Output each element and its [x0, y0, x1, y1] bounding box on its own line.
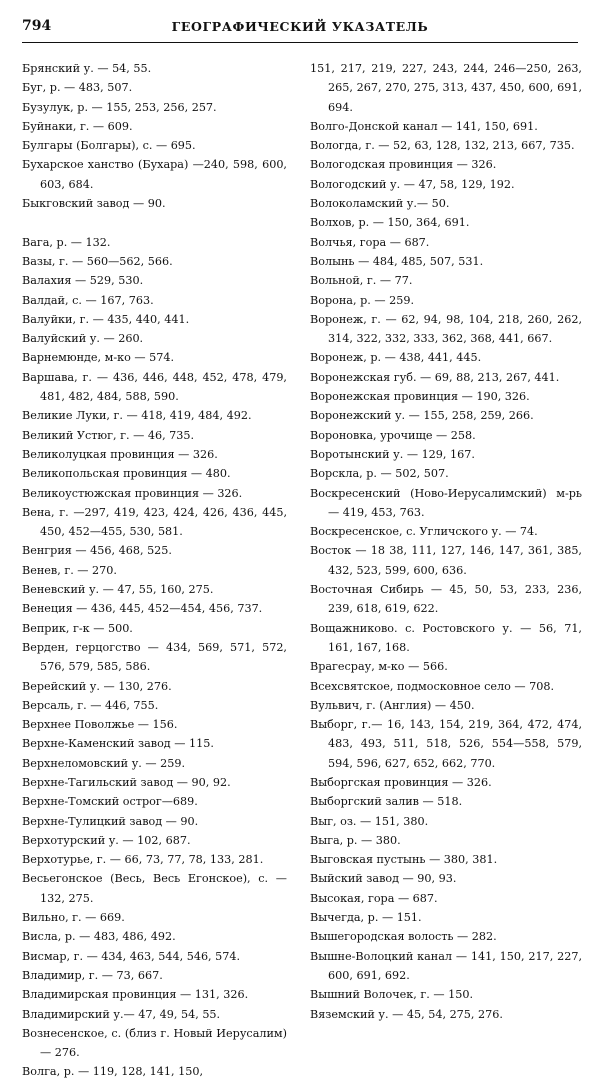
index-entry: Восток — 18 38, 111, 127, 146, 147, 361, 385, 432, 523, 599, 600, 636. — [310, 544, 582, 577]
index-entry: Всехсвятское, подмосковное село — 708. — [310, 679, 555, 693]
index-entry: Выга, р. — 380. — [310, 833, 401, 847]
index-entry: Вышний Волочек, г. — 150. — [310, 988, 473, 1002]
index-entry: Висла, р. — 483, 486, 492. — [22, 930, 176, 944]
index-entry: Восточная Сибирь — 45, 50, 53, 233, 236, 239, 618, 619, 622. — [310, 583, 582, 616]
index-entry: Вага, р. — 132. — [22, 235, 111, 249]
index-entry: Бузулук, р. — 155, 253, 256, 257. — [22, 100, 217, 114]
index-entry: Воротынский у. — 129, 167. — [310, 447, 475, 461]
index-entry: Волхов, р. — 150, 364, 691. — [310, 216, 470, 230]
index-entry: Буг, р. — 483, 507. — [22, 81, 133, 95]
index-entry: Волга, р. — 119, 128, 141, 150, — [22, 1065, 204, 1079]
index-entry: Выговская пустынь — 380, 381. — [310, 853, 498, 867]
index-entry: Вильно, г. — 669. — [22, 911, 125, 925]
index-entry: Венеция — 436, 445, 452—454, 456, 737. — [22, 602, 263, 616]
index-entry: Верхне-Тулицкий завод — 90. — [22, 814, 199, 828]
index-entry: Владимирская провинция — 131, 326. — [22, 988, 249, 1002]
index-entry: Веневский у. — 47, 55, 160, 275. — [22, 583, 214, 597]
index-entry: Выйский завод — 90, 93. — [310, 872, 457, 886]
index-entry: Владимир, г. — 73, 667. — [22, 968, 163, 982]
index-entry: Выборгский залив — 518. — [310, 795, 463, 809]
left-column — [22, 59, 287, 1082]
index-entry: Выг, оз. — 151, 380. — [310, 814, 429, 828]
running-title: ГЕОГРАФИЧЕСКИЙ УКАЗАТЕЛЬ — [171, 19, 429, 34]
index-entry: 151, 217, 219, 227, 243, 244, 246—250, 263, 265, 267, 270, 275, 313, 437, 450, 600, 691, 694. — [310, 62, 582, 114]
index-entry: Врагесрау, м-ко — 566. — [310, 660, 448, 674]
index-entry: Варшава, г. — 436, 446, 448, 452, 478, 479, 481, 482, 484, 588, 590. — [22, 370, 287, 404]
index-entry: Воронеж, г. — 62, 94, 98, 104, 218, 260, 262, 314, 322, 332, 333, 362, 368, 441, 667. — [310, 312, 582, 346]
page-number: 794 — [22, 18, 52, 34]
index-entry: Вышегородская волость — 282. — [310, 930, 497, 944]
index-entry: Бухарское ханство (Бухара) —240, 598, 600, 603, 684. — [22, 158, 287, 191]
index-entry: Великий Устюг, г. — 46, 735. — [22, 428, 195, 442]
index-entry: Воронежский у. — 155, 258, 259, 266. — [310, 409, 534, 423]
index-entry: Вазы, г. — 560—562, 566. — [22, 254, 173, 268]
index-entry: Буйнаки, г. — 609. — [22, 119, 133, 133]
index-entry: Вощажниково. с. Ростовского у. — 56, 71, 161, 167, 168. — [310, 621, 582, 654]
index-entry: Воронежская провинция — 190, 326. — [310, 390, 530, 404]
page-header — [22, 18, 578, 40]
index-entry: Вычегда, р. — 151. — [310, 911, 422, 925]
index-entry: Воскресенский (Ново-Иерусалимский) м-рь — 419, 453, 763. — [310, 486, 582, 519]
index-entry: Верхотурье, г. — 66, 73, 77, 78, 133, 281. — [22, 853, 264, 867]
index-entry: Владимирский у.— 47, 49, 54, 55. — [22, 1007, 221, 1021]
index-entry: Вена, г. —297, 419, 423, 424, 426, 436, 445, 450, 452—455, 530, 581. — [22, 505, 287, 539]
index-entry: Воронежская губ. — 69, 88, 213, 267, 441. — [310, 370, 560, 384]
header-divider — [22, 42, 578, 43]
index-entry: Волоколамский у.— 50. — [310, 197, 450, 211]
index-entry: Венев, г. — 270. — [22, 563, 117, 577]
index-entry: Вольной, г. — 77. — [310, 274, 413, 288]
index-entry: Волго-Донской канал — 141, 150, 691. — [310, 119, 538, 133]
index-entry: Веприк, г-к — 500. — [22, 621, 133, 635]
index-entry: Вологда, г. — 52, 63, 128, 132, 213, 667, 735. — [310, 139, 575, 153]
index-entry: Валахия — 529, 530. — [22, 274, 144, 288]
index-entry: Верхотурский у. — 102, 687. — [22, 833, 191, 847]
index-entry: Верхнеломовский у. — 259. — [22, 756, 186, 770]
index-entry: Вяземский у. — 45, 54, 275, 276. — [310, 1007, 503, 1021]
index-entry: Валуйский у. — 260. — [22, 332, 144, 346]
index-entry: Вульвич, г. (Англия) — 450. — [310, 698, 475, 712]
index-entry: Великопольская провинция — 480. — [22, 467, 231, 481]
index-entry: Верхне-Тагильский завод — 90, 92. — [22, 775, 231, 789]
index-entry: Верден, герцогство — 434, 569, 571, 572, 576, 579, 585, 586. — [22, 640, 287, 674]
index-entry: Булгары (Болгары), с. — 695. — [22, 139, 196, 153]
index-entry: Великие Луки, г. — 418, 419, 484, 492. — [22, 409, 252, 423]
index-entry: Выборг, г.— 16, 143, 154, 219, 364, 472, 474, 483, 493, 511, 518, 526, 554—558, 579, 594, 596, 627, 652, 662, 770. — [310, 718, 582, 770]
index-entry: Высокая, гора — 687. — [310, 891, 438, 905]
index-entry: Верхне-Каменский завод — 115. — [22, 737, 214, 751]
index-entry: Верхнее Поволжье — 156. — [22, 718, 178, 732]
index-entry: Вологодская провинция — 326. — [310, 158, 497, 172]
index-entry: Волчья, гора — 687. — [310, 235, 430, 249]
index-entry: Венгрия — 456, 468, 525. — [22, 544, 172, 558]
index-entry: Вороновка, урочище — 258. — [310, 428, 476, 442]
index-entry: Вышне-Волоцкий канал — 141, 150, 217, 227, 600, 691, 692. — [310, 949, 582, 982]
index-entry: Версаль, г. — 446, 755. — [22, 698, 159, 712]
index-entry: Великоустюжская провинция — 326. — [22, 486, 243, 500]
index-entry: Великолуцкая провинция — 326. — [22, 447, 218, 461]
index-entry: Верейский у. — 130, 276. — [22, 679, 172, 693]
index-entry: Воскресенское, с. Угличского у. — 74. — [310, 525, 538, 539]
index-entry: Валдай, с. — 167, 763. — [22, 293, 154, 307]
index-entry: Ворскла, р. — 502, 507. — [310, 467, 449, 481]
index-entry: Верхне-Томский острог—689. — [22, 795, 198, 809]
index-entry: Валуйки, г. — 435, 440, 441. — [22, 312, 190, 326]
index-entry: Вознесенское, с. (близ г. Новый Иерусалим) — 276. — [22, 1026, 287, 1060]
index-entry: Висмар, г. — 434, 463, 544, 546, 574. — [22, 949, 241, 963]
index-entry: Вологодский у. — 47, 58, 129, 192. — [310, 177, 515, 191]
index-entry: Брянский у. — 54, 55. — [22, 62, 152, 75]
index-entry: Весьегонское (Весь, Весь Егонское), с. — 132, 275. — [22, 872, 287, 905]
index-entry: Выборгская провинция — 326. — [310, 775, 492, 789]
index-entry: Ворона, р. — 259. — [310, 293, 415, 307]
right-column — [310, 59, 582, 1024]
index-entry: Быкговский завод — 90. — [22, 197, 166, 211]
index-entry: Варнемюнде, м-ко — 574. — [22, 351, 175, 365]
index-entry: Воронеж, р. — 438, 441, 445. — [310, 351, 482, 365]
index-entry: Волынь — 484, 485, 507, 531. — [310, 254, 484, 268]
